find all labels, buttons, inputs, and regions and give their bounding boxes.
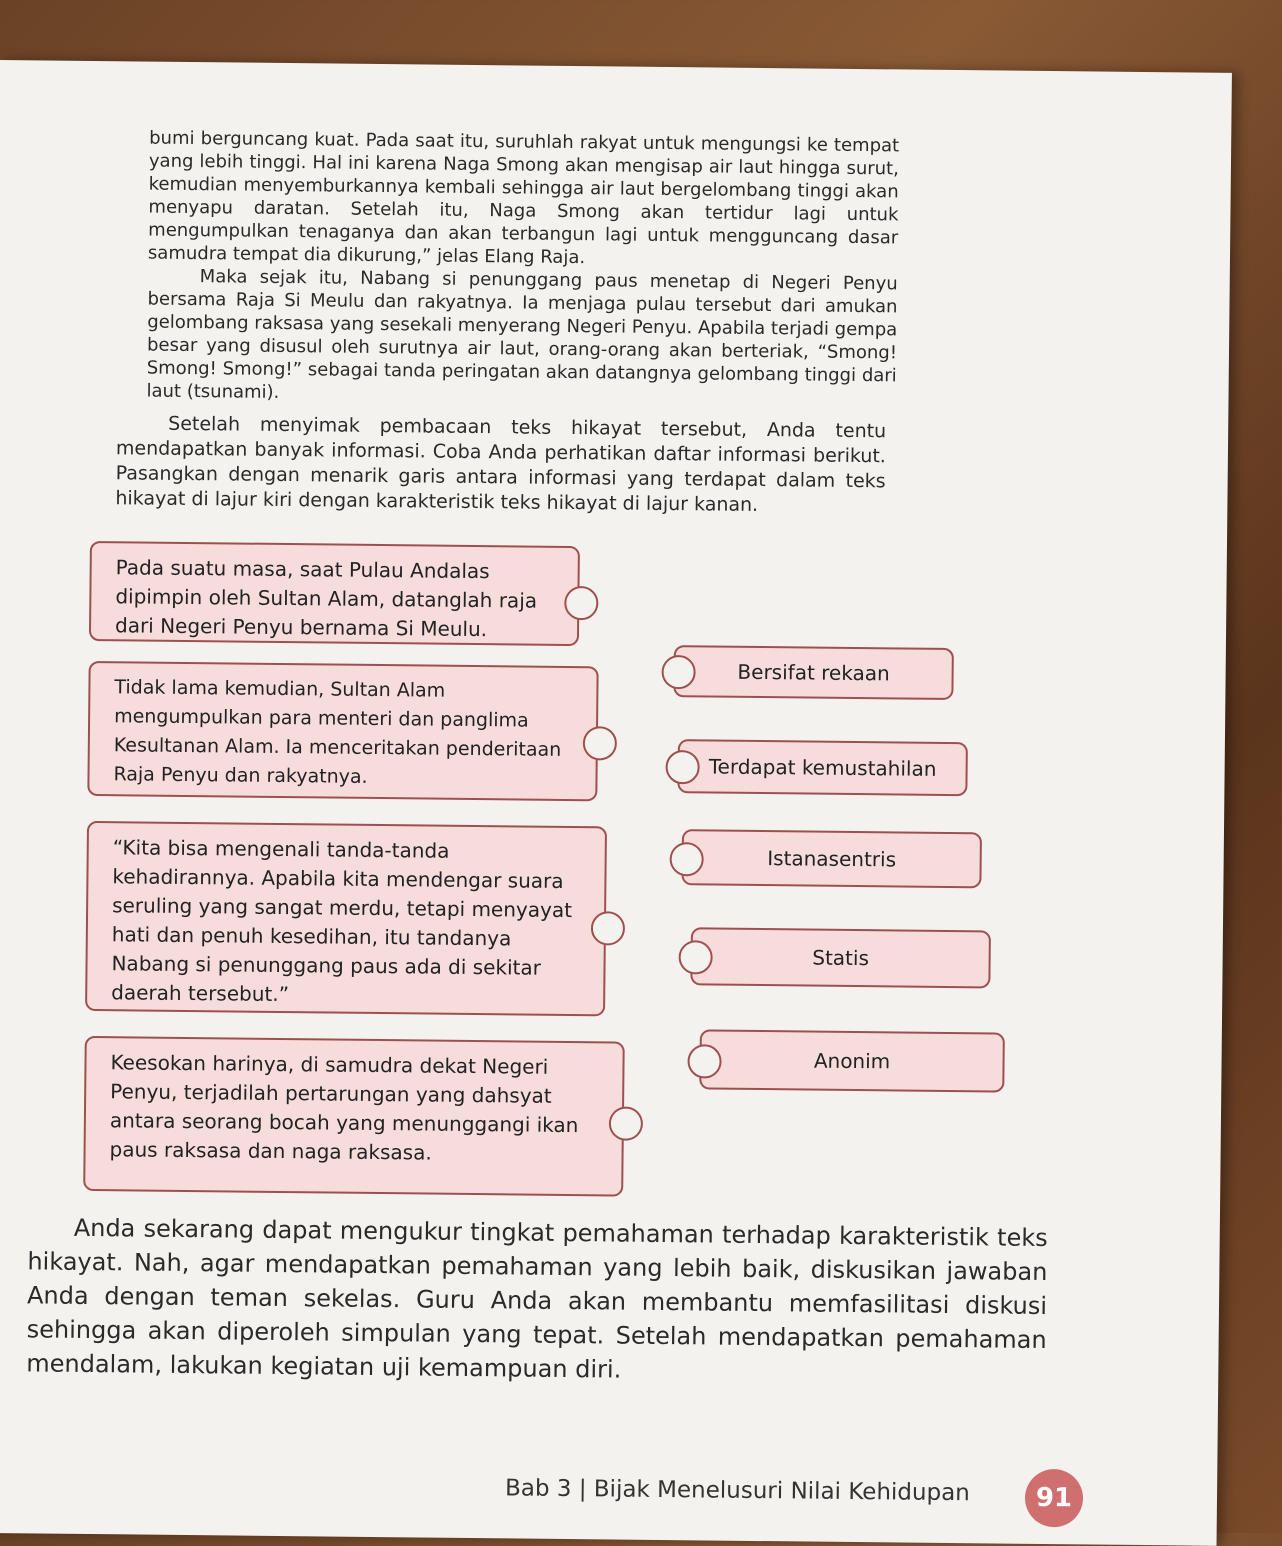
left-connector-1[interactable] bbox=[564, 586, 598, 620]
closing-text bbox=[26, 1210, 1048, 1391]
page-number-badge: 91 bbox=[1025, 1469, 1084, 1528]
story-paragraph-1: bumi berguncang kuat. Pada saat itu, suruhlah rakyat untuk mengungsi ke tempat yang lebih tinggi. Hal ini karena Naga Smong akan mengisap air laut hingga surut, kemudian menyemburkannya kembali sehingga air laut bergelombang tinggi akan menyapu daratan. Setelah itu, Naga Smong akan tertidur lagi untuk mengumpulkan tenaganya dan akan terbangun lagi untuk mengguncang dasar samudra tempat dia dikurung,” jelas Elang Raja. bbox=[147, 127, 900, 269]
left-item-text: Pada suatu masa, saat Pulau Andalas dipimpin oleh Sultan Alam, datanglah raja dari Negeri Penyu bernama Si Meulu. bbox=[114, 555, 538, 642]
chapter-footer: Bab 3 | Bijak Menelusuri Nilai Kehidupan bbox=[504, 1475, 970, 1507]
right-connector-3[interactable] bbox=[669, 842, 703, 876]
right-item-text: Statis bbox=[812, 945, 870, 970]
left-item-text: “Kita bisa mengenali tanda-tanda kehadirannya. Apabila kita mendengar suara seruling yang sangat merdu, tetapi menyayat hati dan penuh kesedihan, itu tandanya Nabang si penunggang paus ada di sekitar daerah tersebut.” bbox=[111, 835, 573, 1007]
right-item-text: Anonim bbox=[813, 1048, 891, 1073]
left-connector-2[interactable] bbox=[583, 726, 617, 760]
left-item-text: Keesokan harinya, di samudra dekat Negeri Penyu, terjadilah pertarungan yang dahsyat antara seorang bocah yang menunggangi ikan paus raksasa dan naga raksasa. bbox=[109, 1050, 579, 1165]
story-excerpt bbox=[146, 127, 899, 411]
right-item-text: Terdapat kemustahilan bbox=[708, 753, 937, 781]
right-item-4 bbox=[690, 927, 991, 988]
right-connector-4[interactable] bbox=[678, 940, 712, 974]
story-paragraph-2: Maka sejak itu, Nabang si penunggang paus menetap di Negeri Penyu bersama Raja Si Meulu dan rakyatnya. Ia menjaga pulau tersebut dari amukan gelombang raksasa yang sesekali menyerang Negeri Penyu. Apabila terjadi gempa besar yang disusul oleh surutnya air laut, orang-orang akan berteriak, “Smong! Smong! Smong!” sebagai tanda peringatan akan datangnya gelombang tinggi dari laut (tsunami). bbox=[146, 266, 898, 403]
right-connector-5[interactable] bbox=[687, 1044, 721, 1078]
right-item-text: Bersifat rekaan bbox=[737, 659, 890, 685]
left-item-text: Tidak lama kemudian, Sultan Alam mengumpulkan para menteri dan panglima Kesultanan Alam. Ia menceritakan penderitaan Raja Penyu dan rakyatnya. bbox=[113, 676, 562, 788]
book-page bbox=[0, 60, 1232, 1546]
left-item-2 bbox=[87, 661, 598, 801]
left-item-1 bbox=[89, 541, 580, 646]
right-connector-1[interactable] bbox=[661, 655, 695, 689]
left-item-3 bbox=[85, 821, 607, 1016]
instruction-text bbox=[115, 411, 886, 519]
left-item-4 bbox=[83, 1036, 625, 1197]
closing-paragraph: Anda sekarang dapat mengukur tingkat pemahaman terhadap karakteristik teks hikayat. Nah, agar mendapatkan pemahaman yang lebih baik, diskusikan jawaban Anda dengan teman sekelas. Guru Anda akan membantu memfasilitasi diskusi sehingga akan diperoleh simpulan yang tepat. Setelah mendapatkan pemahaman mendalam, lakukan kegiatan uji kemampuan diri. bbox=[26, 1213, 1048, 1384]
left-connector-4[interactable] bbox=[609, 1106, 643, 1140]
instruction-paragraph: Setelah menyimak pembacaan teks hikayat tersebut, Anda tentu mendapatkan banyak informasi. Coba Anda perhatikan daftar informasi berikut. Pasangkan dengan menarik garis antara informasi yang terdapat dalam teks hikayat di lajur kiri dengan karakteristik teks hikayat di lajur kanan. bbox=[115, 412, 887, 516]
right-connector-2[interactable] bbox=[665, 750, 699, 784]
right-item-1 bbox=[673, 645, 954, 700]
right-item-2 bbox=[677, 739, 968, 796]
right-item-3 bbox=[681, 829, 982, 888]
right-item-5 bbox=[699, 1029, 1005, 1092]
right-item-text: Istanasentris bbox=[767, 845, 897, 871]
left-connector-3[interactable] bbox=[591, 911, 625, 945]
